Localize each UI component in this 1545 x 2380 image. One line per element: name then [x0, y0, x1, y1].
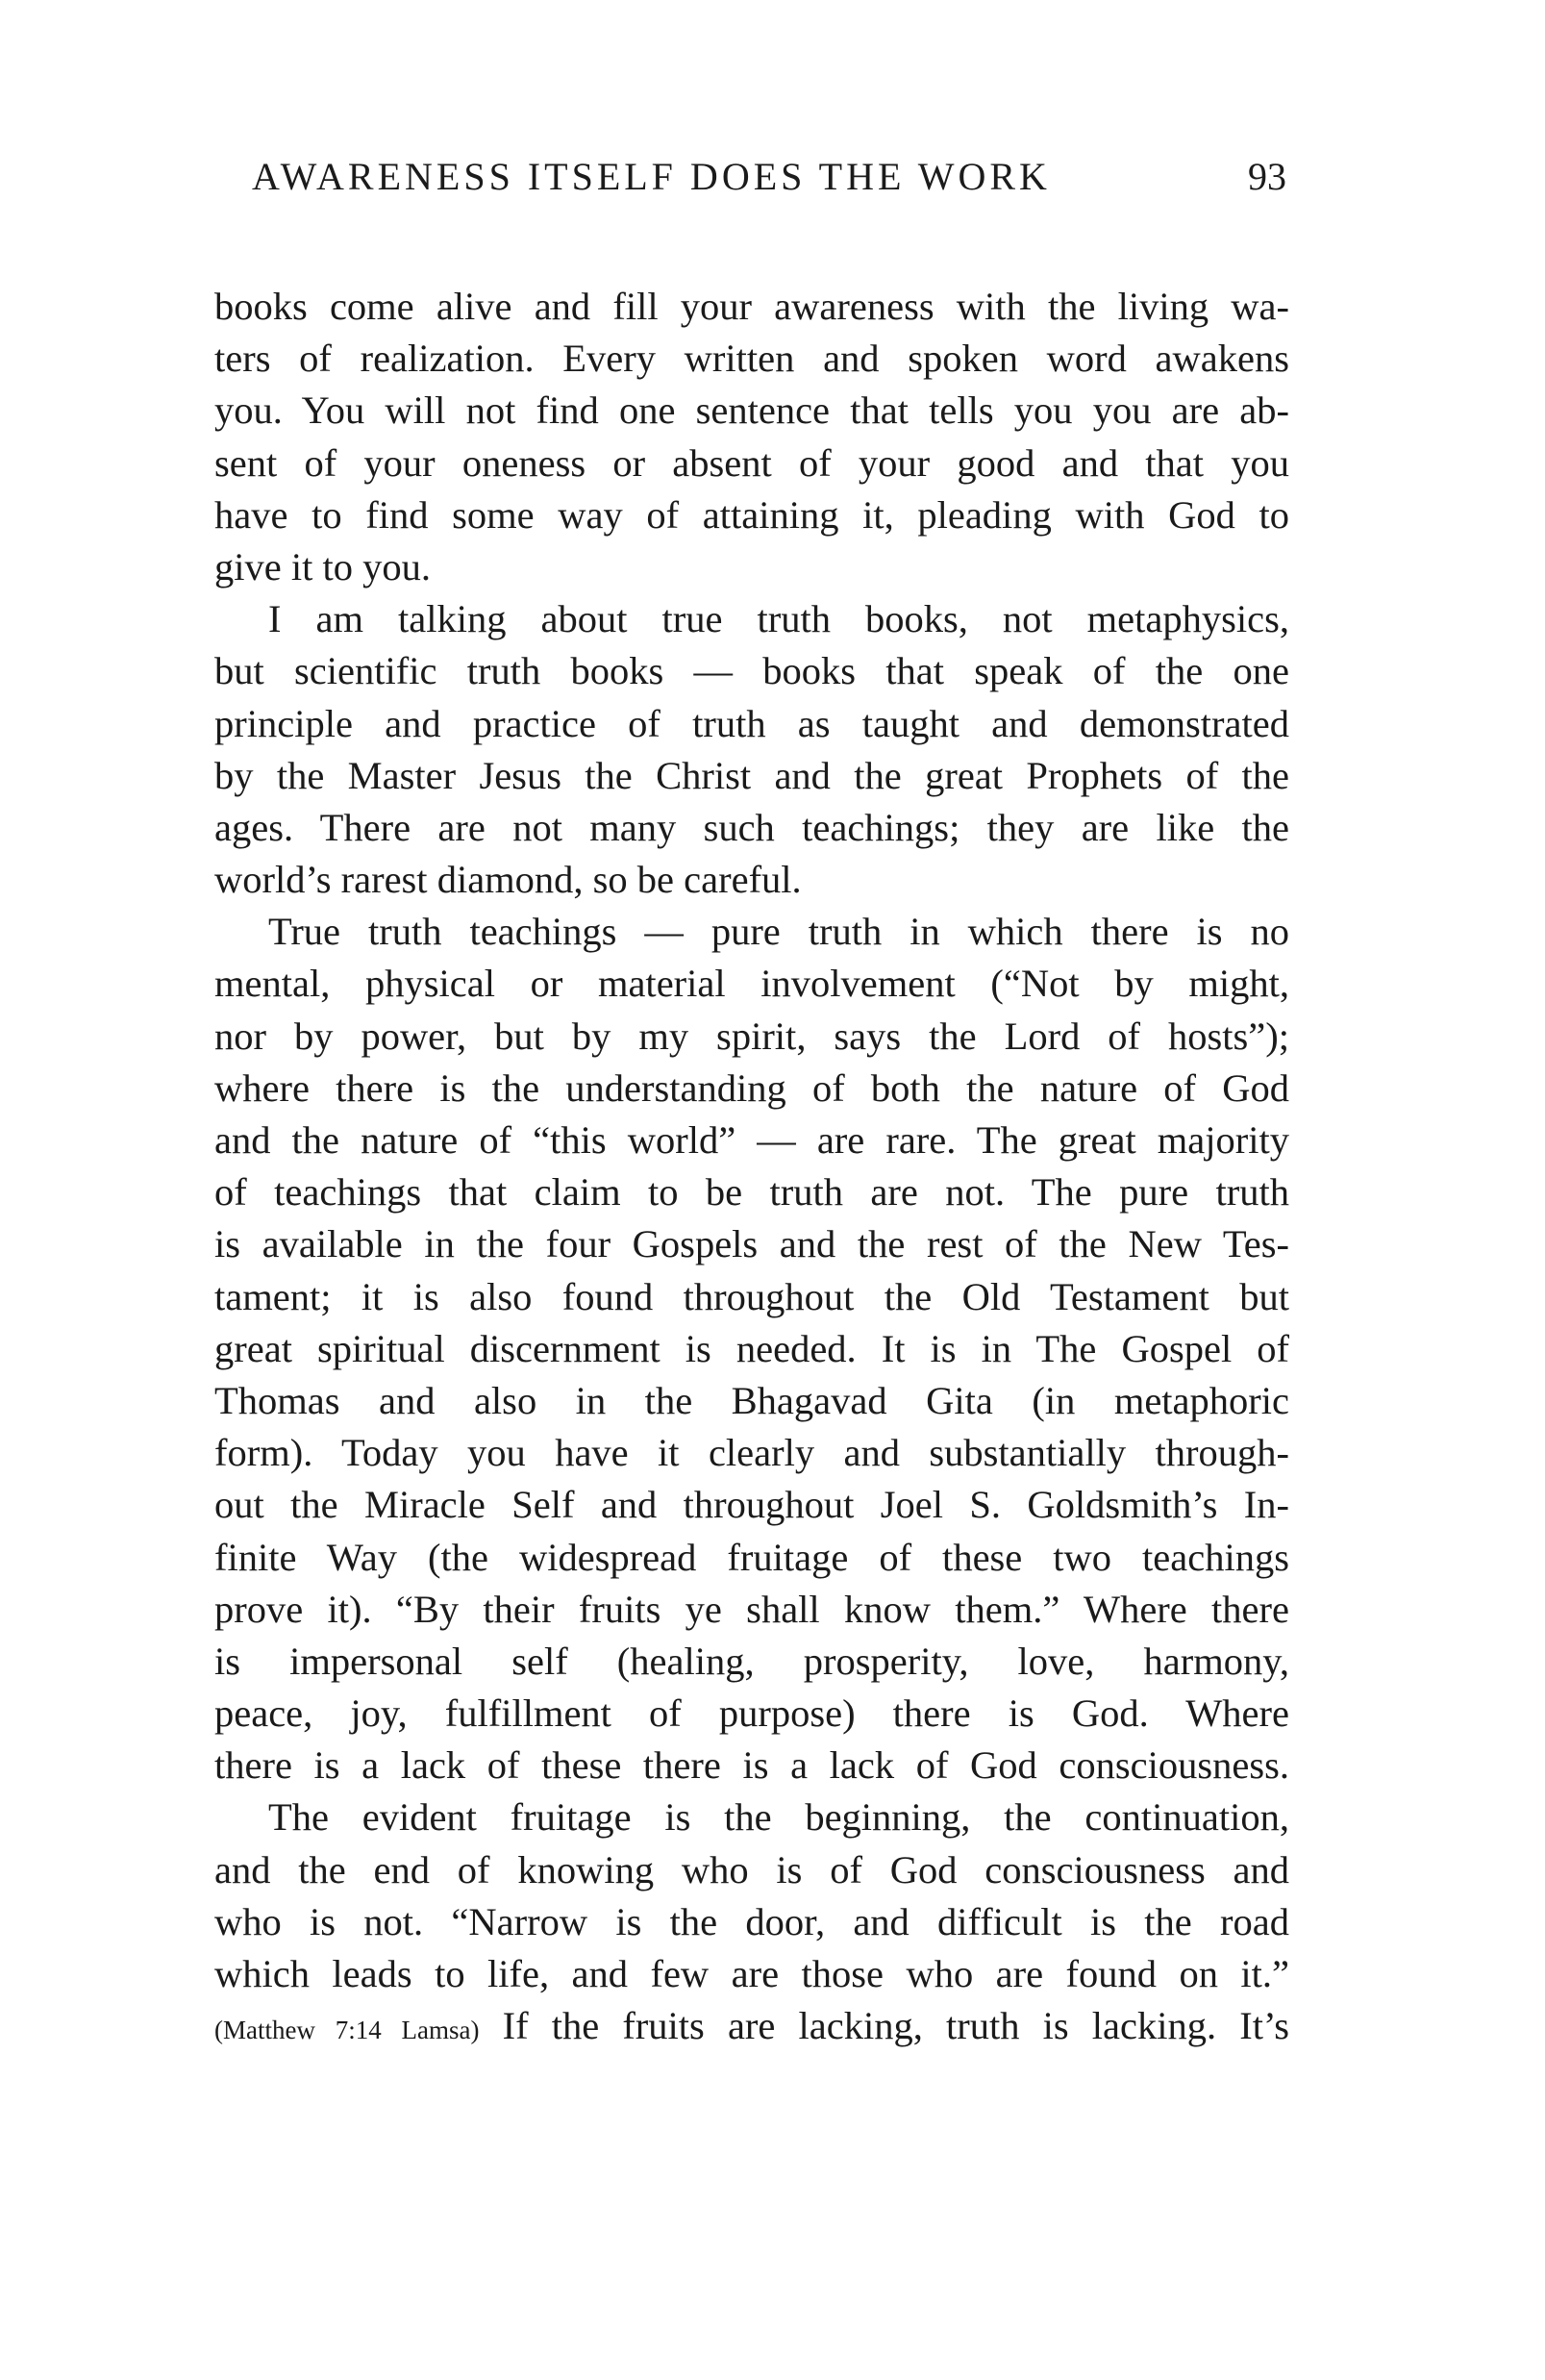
text-line: is impersonal self (healing, prosperity, love, harmony, [214, 1639, 1289, 1683]
text-line: and the end of knowing who is of God consciousness and [214, 1847, 1289, 1891]
body-text [214, 281, 1289, 2052]
paragraph [214, 281, 1289, 593]
text-fragment: If the fruits are lacking, truth is lacking. It’s [479, 2004, 1289, 2048]
text-line: there is a lack of these there is a lack of God consciousness. [214, 1743, 1289, 1788]
text-line: Thomas and also in the Bhagavad Gita (in metaphoric [214, 1378, 1289, 1422]
text-line: books come alive and fill your awareness with the living wa- [214, 285, 1289, 328]
text-line: but scientific truth books — books that speak of the one [214, 649, 1289, 693]
running-header [252, 154, 1290, 212]
text-line: you. You will not find one sentence that tells you you are ab- [214, 388, 1289, 433]
text-line: principle and practice of truth as taught and demonstrated [214, 701, 1289, 745]
text-line: finite Way (the widespread fruitage of these two teachings [214, 1535, 1289, 1579]
scripture-citation: (Matthew 7:14 Lamsa) [214, 2016, 480, 2045]
text-line: True truth teachings — pure truth in which there is no [268, 910, 1289, 954]
text-line: I am talking about true truth books, not metaphysics, [268, 597, 1289, 641]
text-line: world’s rarest diamond, so be careful. [214, 858, 802, 902]
text-line: who is not. “Narrow is the door, and difficult is the road [214, 1899, 1289, 1943]
text-line: and the nature of “this world” — are rare. The great majority [214, 1118, 1289, 1162]
text-line: nor by power, but by my spirit, says the Lord of hosts”); [214, 1014, 1289, 1058]
text-line [214, 2000, 1289, 2052]
chapter-title: AWARENESS ITSELF DOES THE WORK [252, 155, 1051, 198]
text-line: great spiritual discernment is needed. It is in The Gospel of [214, 1326, 1289, 1370]
text-line: which leads to life, and few are those who are found on it.” [214, 1952, 1289, 1995]
text-line: out the Miracle Self and throughout Joel S. Goldsmith’s In- [214, 1483, 1289, 1527]
text-line: sent of your oneness or absent of your good and that you [214, 440, 1289, 485]
text-line: give it to you. [214, 544, 431, 589]
text-line: peace, joy, fulfillment of purpose) there is God. Where [214, 1691, 1289, 1736]
text-line: prove it). “By their fruits ye shall know them.” Where there [214, 1587, 1289, 1631]
text-line: of teachings that claim to be truth are not. The pure truth [214, 1170, 1289, 1215]
text-line: have to find some way of attaining it, pleading with God to [214, 492, 1289, 537]
text-line: form). Today you have it clearly and substantially through- [214, 1431, 1289, 1475]
text-line: ages. There are not many such teachings; they are like the [214, 805, 1289, 849]
text-line: The evident fruitage is the beginning, the continuation, [268, 1795, 1289, 1840]
text-line: ters of realization. Every written and spoken word awakens [214, 337, 1289, 381]
page-number: 93 [1248, 155, 1286, 198]
paragraph [214, 906, 1289, 1791]
text-line: where there is the understanding of both the nature of God [214, 1065, 1289, 1110]
text-line: mental, physical or material involvement (“Not by might, [214, 962, 1289, 1006]
paragraph [214, 593, 1289, 906]
paragraph [214, 1791, 1289, 2052]
text-line: by the Master Jesus the Christ and the great Prophets of the [214, 753, 1289, 797]
text-line: is available in the four Gospels and the rest of the New Tes- [214, 1222, 1289, 1266]
text-line: tament; it is also found throughout the Old Testament but [214, 1274, 1289, 1318]
